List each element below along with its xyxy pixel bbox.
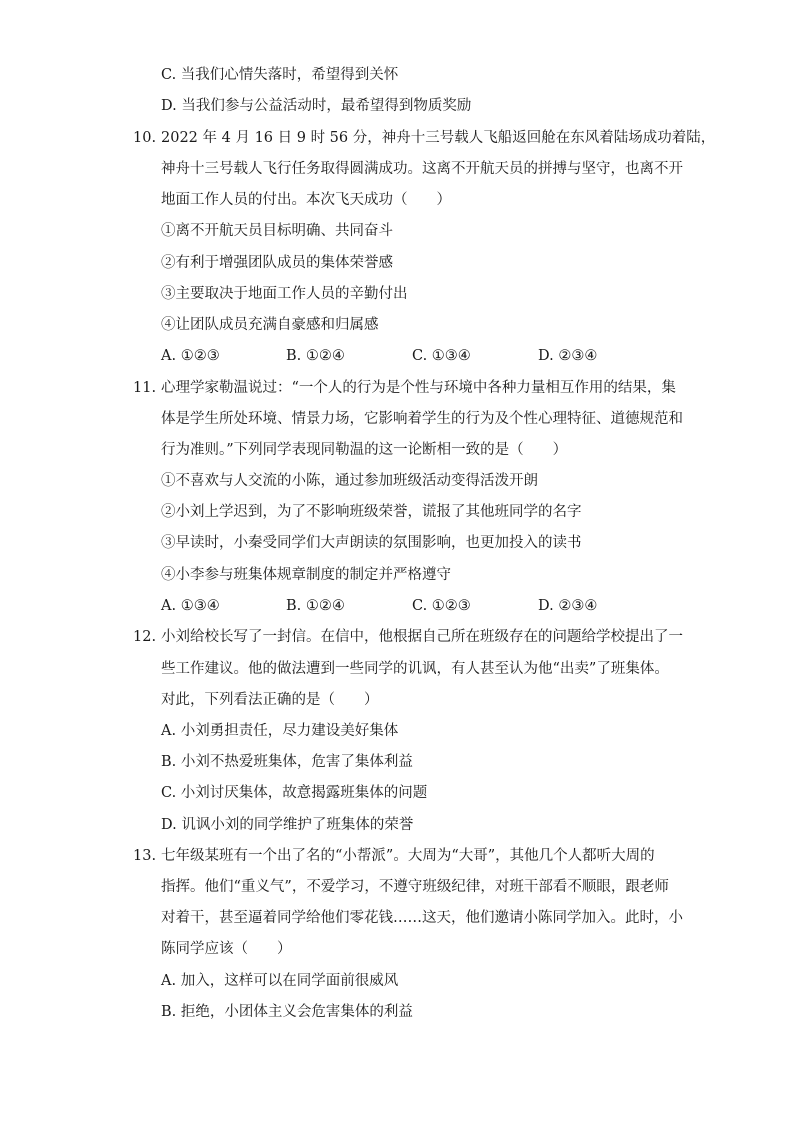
q11-option-a: A. ①③④ xyxy=(161,598,220,614)
q13-stem-line: 对着干，甚至逼着同学给他们零花钱……这天，他们邀请小陈同学加入。此时，小 xyxy=(161,910,683,926)
q10-option-a: A. ①②③ xyxy=(161,348,220,364)
q13-stem-line: 指挥。他们“重义气”，不爱学习，不遵守班级纪律，对班干部看不顺眼，跟老师 xyxy=(161,879,669,895)
q10-stem-line: 神舟十三号载人飞行任务取得圆满成功。这离不开航天员的拼搏与坚守，也离不开 xyxy=(161,161,683,177)
q10-option-c: C. ①③④ xyxy=(412,348,471,364)
q13-stem-line: 七年级某班有一个出了名的“小帮派”。大周为“大哥”，其他几个人都听大周的 xyxy=(161,848,655,864)
q10-statement: ①离不开航天员目标明确、共同奋斗 xyxy=(161,223,393,239)
q11-statement: ②小刘上学迟到，为了不影响班级荣誉，谎报了其他班同学的名字 xyxy=(161,504,582,520)
q10-number: 10. xyxy=(133,130,157,146)
q12-stem-line: 小刘给校长写了一封信。在信中，他根据自己所在班级存在的问题给学校提出了一 xyxy=(161,629,683,645)
q10-statement: ④让团队成员充满自豪感和归属感 xyxy=(161,317,379,333)
q11-number: 11. xyxy=(133,380,157,396)
q10-statement: ②有利于增强团队成员的集体荣誉感 xyxy=(161,255,393,271)
q11-statement: ③早读时，小秦受同学们大声朗读的氛围影响，也更加投入的读书 xyxy=(161,535,582,551)
q13-option-b: B. 拒绝，小团体主义会危害集体的利益 xyxy=(161,1004,413,1020)
q12-option-a: A. 小刘勇担责任，尽力建设美好集体 xyxy=(161,723,399,739)
q11-option-b: B. ①②④ xyxy=(286,598,345,614)
q10-stem-line: 2022 年 4 月 16 日 9 时 56 分，神舟十三号载人飞船返回舱在东风着陆场成功着陆， xyxy=(161,130,716,146)
q11-stem-line: 体是学生所处环境、情景力场，它影响着学生的行为及个性心理特征、道德规范和 xyxy=(161,411,683,427)
q11-stem-line: 心理学家勒温说过：“一个人的行为是个性与环境中各种力量相互作用的结果，集 xyxy=(161,380,676,396)
q12-option-d: D. 讥讽小刘的同学维护了班集体的荣誉 xyxy=(161,817,414,833)
q12-option-c: C. 小刘讨厌集体，故意揭露班集体的问题 xyxy=(161,785,428,801)
q11-statement: ④小李参与班集体规章制度的制定并严格遵守 xyxy=(161,567,451,583)
q13-stem-line: 陈同学应该（ ） xyxy=(161,941,292,957)
q9-option-d: D. 当我们参与公益活动时，最希望得到物质奖励 xyxy=(161,98,472,114)
q11-option-d: D. ②③④ xyxy=(538,598,598,614)
q12-stem-line: 对此，下列看法正确的是（ ） xyxy=(161,692,379,708)
q12-number: 12. xyxy=(133,629,157,645)
q11-option-c: C. ①②③ xyxy=(412,598,471,614)
q13-option-a: A. 加入，这样可以在同学面前很威风 xyxy=(161,973,399,989)
q10-option-d: D. ②③④ xyxy=(538,348,598,364)
q10-option-b: B. ①②④ xyxy=(286,348,345,364)
q11-statement: ①不喜欢与人交流的小陈，通过参加班级活动变得活泼开朗 xyxy=(161,473,538,489)
q11-stem-line: 行为准则。”下列同学表现同勒温的这一论断相一致的是（ ） xyxy=(161,442,568,458)
q12-stem-line: 些工作建议。他的做法遭到一些同学的讥讽，有人甚至认为他“出卖”了班集体。 xyxy=(161,661,669,677)
q9-option-c: C. 当我们心情失落时，希望得到关怀 xyxy=(161,67,399,83)
q13-number: 13. xyxy=(133,848,157,864)
q10-statement: ③主要取决于地面工作人员的辛勤付出 xyxy=(161,286,408,302)
q10-stem-line: 地面工作人员的付出。本次飞天成功（ ） xyxy=(161,192,451,208)
q12-option-b: B. 小刘不热爱班集体，危害了集体利益 xyxy=(161,754,413,770)
